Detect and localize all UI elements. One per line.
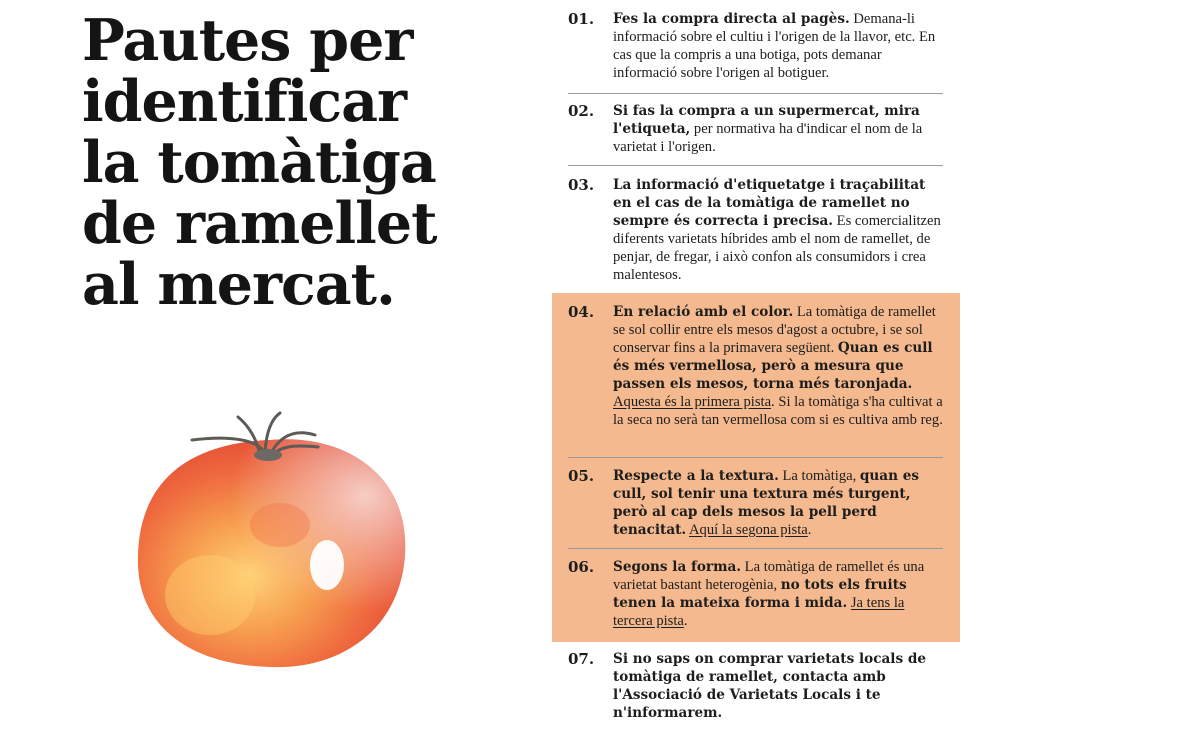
title-line: la tomàtiga: [82, 129, 436, 196]
bold-text: Respecte a la textura.: [613, 468, 779, 484]
body-text: . Si la tomàtiga s'ha cultivat a la seca no serà tan vermellosa com si es cultiva amb reg.: [613, 394, 943, 428]
bold-text: Segons la forma.: [613, 559, 742, 575]
body-text: per normativa ha d'indicar el nom de la varietat i l'origen.: [613, 121, 923, 155]
bold-text: Fes la compra directa al pagès.: [613, 11, 850, 27]
divider: [568, 93, 943, 94]
item-number: 01.: [568, 10, 595, 28]
body-text: .: [683, 613, 688, 629]
page-title: [82, 7, 442, 318]
tomato-illustration: [120, 395, 420, 685]
item-text: [613, 102, 945, 156]
clue-text: Aquesta és la primera pista: [613, 394, 772, 410]
bold-text: En relació amb el color.: [613, 304, 794, 320]
title-line: al mercat.: [82, 251, 395, 318]
bold-text: quan es cull, sol tenir una textura més turgent, però al cap dels mesos la pell perd tenacitat.: [613, 468, 920, 538]
bold-text: Si fas la compra a un supermercat, mira l'etiqueta,: [613, 103, 920, 137]
item-number: 07.: [568, 650, 595, 668]
divider: [568, 165, 943, 166]
bold-text: Quan es cull és més vermellosa, però a mesura que passen els mesos, torna més taronjada.: [613, 340, 933, 392]
divider: [568, 548, 943, 549]
body-text: .: [807, 522, 812, 538]
item-number: 02.: [568, 102, 595, 120]
item-text: [613, 176, 945, 284]
title-line: identificar: [82, 68, 407, 135]
divider: [568, 457, 943, 458]
item-text: [613, 650, 945, 722]
bold-text: Si no saps on comprar varietats locals de tomàtiga de ramellet, contacta amb l'Associació de Varietats Locals i te n'informarem.: [613, 651, 926, 721]
item-text: [613, 467, 945, 539]
item-number: 06.: [568, 558, 595, 576]
item-text: [613, 10, 945, 82]
bold-text: no tots els fruits tenen la mateixa forma i mida.: [613, 577, 907, 611]
clue-text: Aquí la segona pista: [689, 522, 808, 538]
title-line: Pautes per: [82, 7, 413, 74]
body-text: La tomàtiga de ramellet se sol collir entre els mesos d'agost a octubre, i se sol conservar fins a la primavera següent.: [613, 304, 936, 356]
item-text: [613, 303, 945, 429]
item-text: [613, 558, 945, 630]
title-line: de ramellet: [82, 190, 437, 257]
bold-text: La informació d'etiquetatge i traçabilitat en el cas de la tomàtiga de ramellet no sempre és correcta i precisa.: [613, 177, 926, 229]
item-number: 05.: [568, 467, 595, 485]
body-text: Demana-li informació sobre el cultiu i l'origen de la llavor, etc. En cas que la compris a una botiga, pots demanar informació sobre l'origen al botiguer.: [613, 11, 936, 81]
body-text: Es comercialitzen diferents varietats híbrides amb el nom de ramellet, de penjar, de fregar, i això confon als consumidors i crea malentesos.: [613, 213, 941, 283]
body-text: La tomàtiga,: [778, 468, 860, 484]
item-number: 04.: [568, 303, 595, 321]
clue-text: Ja tens la tercera pista: [613, 595, 905, 629]
body-text: La tomàtiga de ramellet és una varietat bastant heterogènia,: [613, 559, 925, 593]
item-number: 03.: [568, 176, 595, 194]
